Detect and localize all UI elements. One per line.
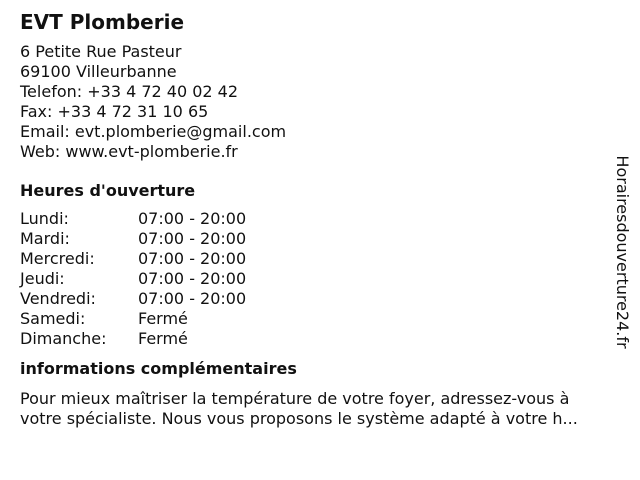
hours-row-tuesday — [20, 229, 620, 249]
hours-row-wednesday — [20, 249, 620, 269]
info-description-line-2: votre spécialiste. Nous vous proposons le système adapté à votre h... — [20, 409, 578, 428]
hours-time: 07:00 - 20:00 — [138, 269, 247, 288]
phone-line: Telefon: +33 4 72 40 02 42 — [20, 82, 239, 101]
hours-day: Vendredi: — [20, 289, 96, 308]
email-line: Email: evt.plomberie@gmail.com — [20, 122, 287, 141]
info-title: informations complémentaires — [20, 359, 297, 378]
hours-time: 07:00 - 20:00 — [138, 289, 247, 308]
hours-row-saturday — [20, 309, 620, 329]
hours-row-thursday — [20, 269, 620, 289]
hours-day: Samedi: — [20, 309, 86, 328]
business-card — [20, 10, 620, 429]
address-city: 69100 Villeurbanne — [20, 62, 177, 81]
hours-day: Jeudi: — [20, 269, 65, 288]
site-brand-vertical: Horairesdouverture24.fr — [613, 155, 632, 349]
hours-row-monday — [20, 209, 620, 229]
address-street: 6 Petite Rue Pasteur — [20, 42, 182, 61]
info-description-line-1: Pour mieux maîtriser la température de votre foyer, adressez-vous à — [20, 389, 570, 408]
hours-day: Mercredi: — [20, 249, 95, 268]
hours-row-friday — [20, 289, 620, 309]
hours-day: Dimanche: — [20, 329, 107, 348]
web-line: Web: www.evt-plomberie.fr — [20, 142, 238, 161]
hours-day: Lundi: — [20, 209, 69, 228]
fax-line: Fax: +33 4 72 31 10 65 — [20, 102, 209, 121]
hours-time: 07:00 - 20:00 — [138, 229, 247, 248]
hours-table — [20, 209, 620, 349]
hours-title: Heures d'ouverture — [20, 181, 196, 200]
hours-row-sunday — [20, 329, 620, 349]
hours-time: 07:00 - 20:00 — [138, 249, 247, 268]
business-name: EVT Plomberie — [20, 10, 185, 34]
hours-time: Fermé — [138, 329, 188, 348]
hours-day: Mardi: — [20, 229, 70, 248]
hours-time: Fermé — [138, 309, 188, 328]
hours-time: 07:00 - 20:00 — [138, 209, 247, 228]
